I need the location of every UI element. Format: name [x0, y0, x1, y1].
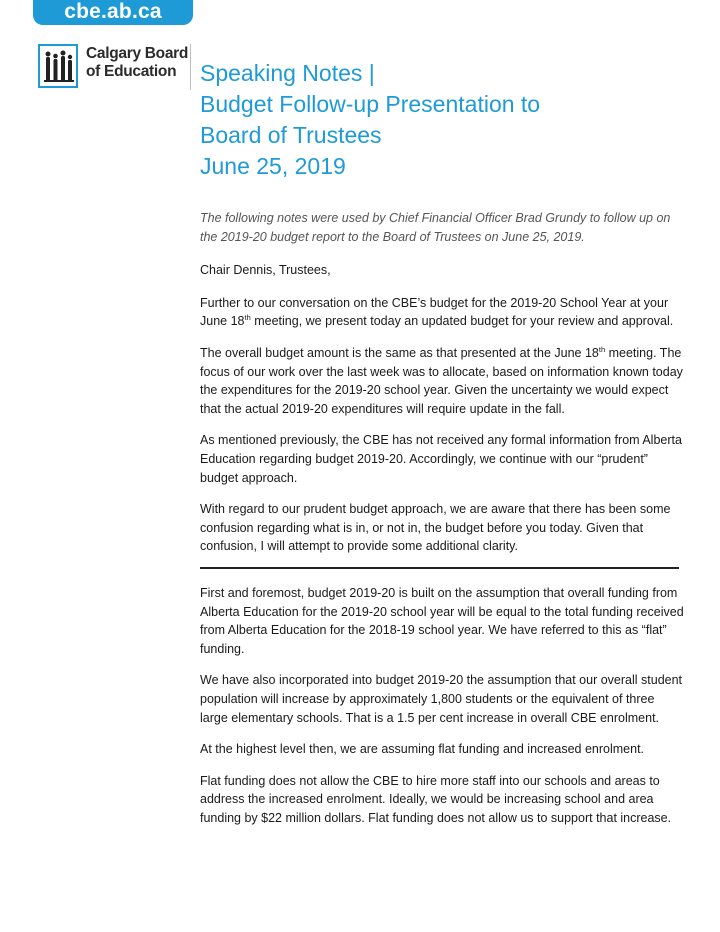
paragraph-2-a: The overall budget amount is the same as that presented at the June 18	[200, 345, 599, 360]
logo-wordmark	[86, 45, 196, 81]
paragraph-1-b: meeting, we present today an updated budget for your review and approval.	[250, 314, 674, 329]
paragraph-4: With regard to our prudent budget approach, we are aware that there has been some confusion regarding what is in, or not in, the budget before you today. Given that confusion, I will attempt to provide some additional clarity.	[200, 502, 671, 554]
title-date: June 25, 2019	[200, 153, 346, 179]
paragraph-1-sup: th	[244, 313, 251, 323]
paragraph-1	[200, 294, 685, 331]
salutation: Chair Dennis, Trustees,	[200, 263, 331, 278]
paragraph-1-a: Further to our conversation on the CBE’s budget for the 2019-20 School Year at your June 18	[200, 295, 669, 329]
people-icon	[43, 49, 75, 85]
intro-note: The following notes were used by Chief Financial Officer Brad Grundy to follow up on the 2019-20 budget report to the Board of Trustees on June 25, 2019.	[200, 211, 671, 244]
paragraph-3: As mentioned previously, the CBE has not received any formal information from Alberta Education regarding budget 2019-20. Accordingly, we continue with our “prudent” budget approach.	[200, 433, 682, 485]
paragraph-2-sup: th	[598, 344, 606, 354]
paragraph-2-b: meeting. The focus of our work over the last week was to allocate, based on information known today the expenditures for the 2019-20 school year. Given the uncertainty we would expect that the actual 2019-20 expenditures will require update in the fall.	[200, 345, 683, 416]
paragraph-7: At the highest level then, we are assuming flat funding and increased enrolment.	[200, 742, 645, 757]
page-title	[200, 58, 700, 182]
paragraph-6: We have also incorporated into budget 2019-20 the assumption that our overall student population will increase by approximately 1,800 students or the equivalent of three large elementary schools. That is a 1.5 per cent increase in overall CBE enrolment.	[200, 673, 683, 725]
site-link-tab[interactable]: cbe.ab.ca	[33, 0, 193, 25]
paragraph-8: Flat funding does not allow the CBE to hire more staff into our schools and areas to address the increased enrolment. Ideally, we would be increasing school and area funding by $22 million dollars. Flat funding does not allow us to support that increase.	[200, 773, 672, 825]
paragraph-5: First and foremost, budget 2019-20 is built on the assumption that overall funding from Alberta Education for the 2019-20 school year will be equal to the total funding received from Alberta Education for the 2018-19 school year. We have referred to this as “flat” funding.	[200, 586, 684, 656]
logo-line-2: of Education	[86, 63, 177, 80]
header-divider	[190, 44, 191, 90]
speaking-notes-body-continued	[200, 584, 685, 828]
title-line-2: Budget Follow-up Presentation to	[200, 91, 541, 117]
logo-line-1: Calgary Board	[86, 45, 189, 62]
title-line-1: Speaking Notes |	[200, 60, 375, 86]
section-divider	[200, 567, 679, 569]
title-line-3: Board of Trustees	[200, 122, 382, 148]
logo-mark	[38, 44, 78, 88]
paragraph-2	[200, 344, 685, 418]
speaking-notes-body	[200, 209, 685, 556]
